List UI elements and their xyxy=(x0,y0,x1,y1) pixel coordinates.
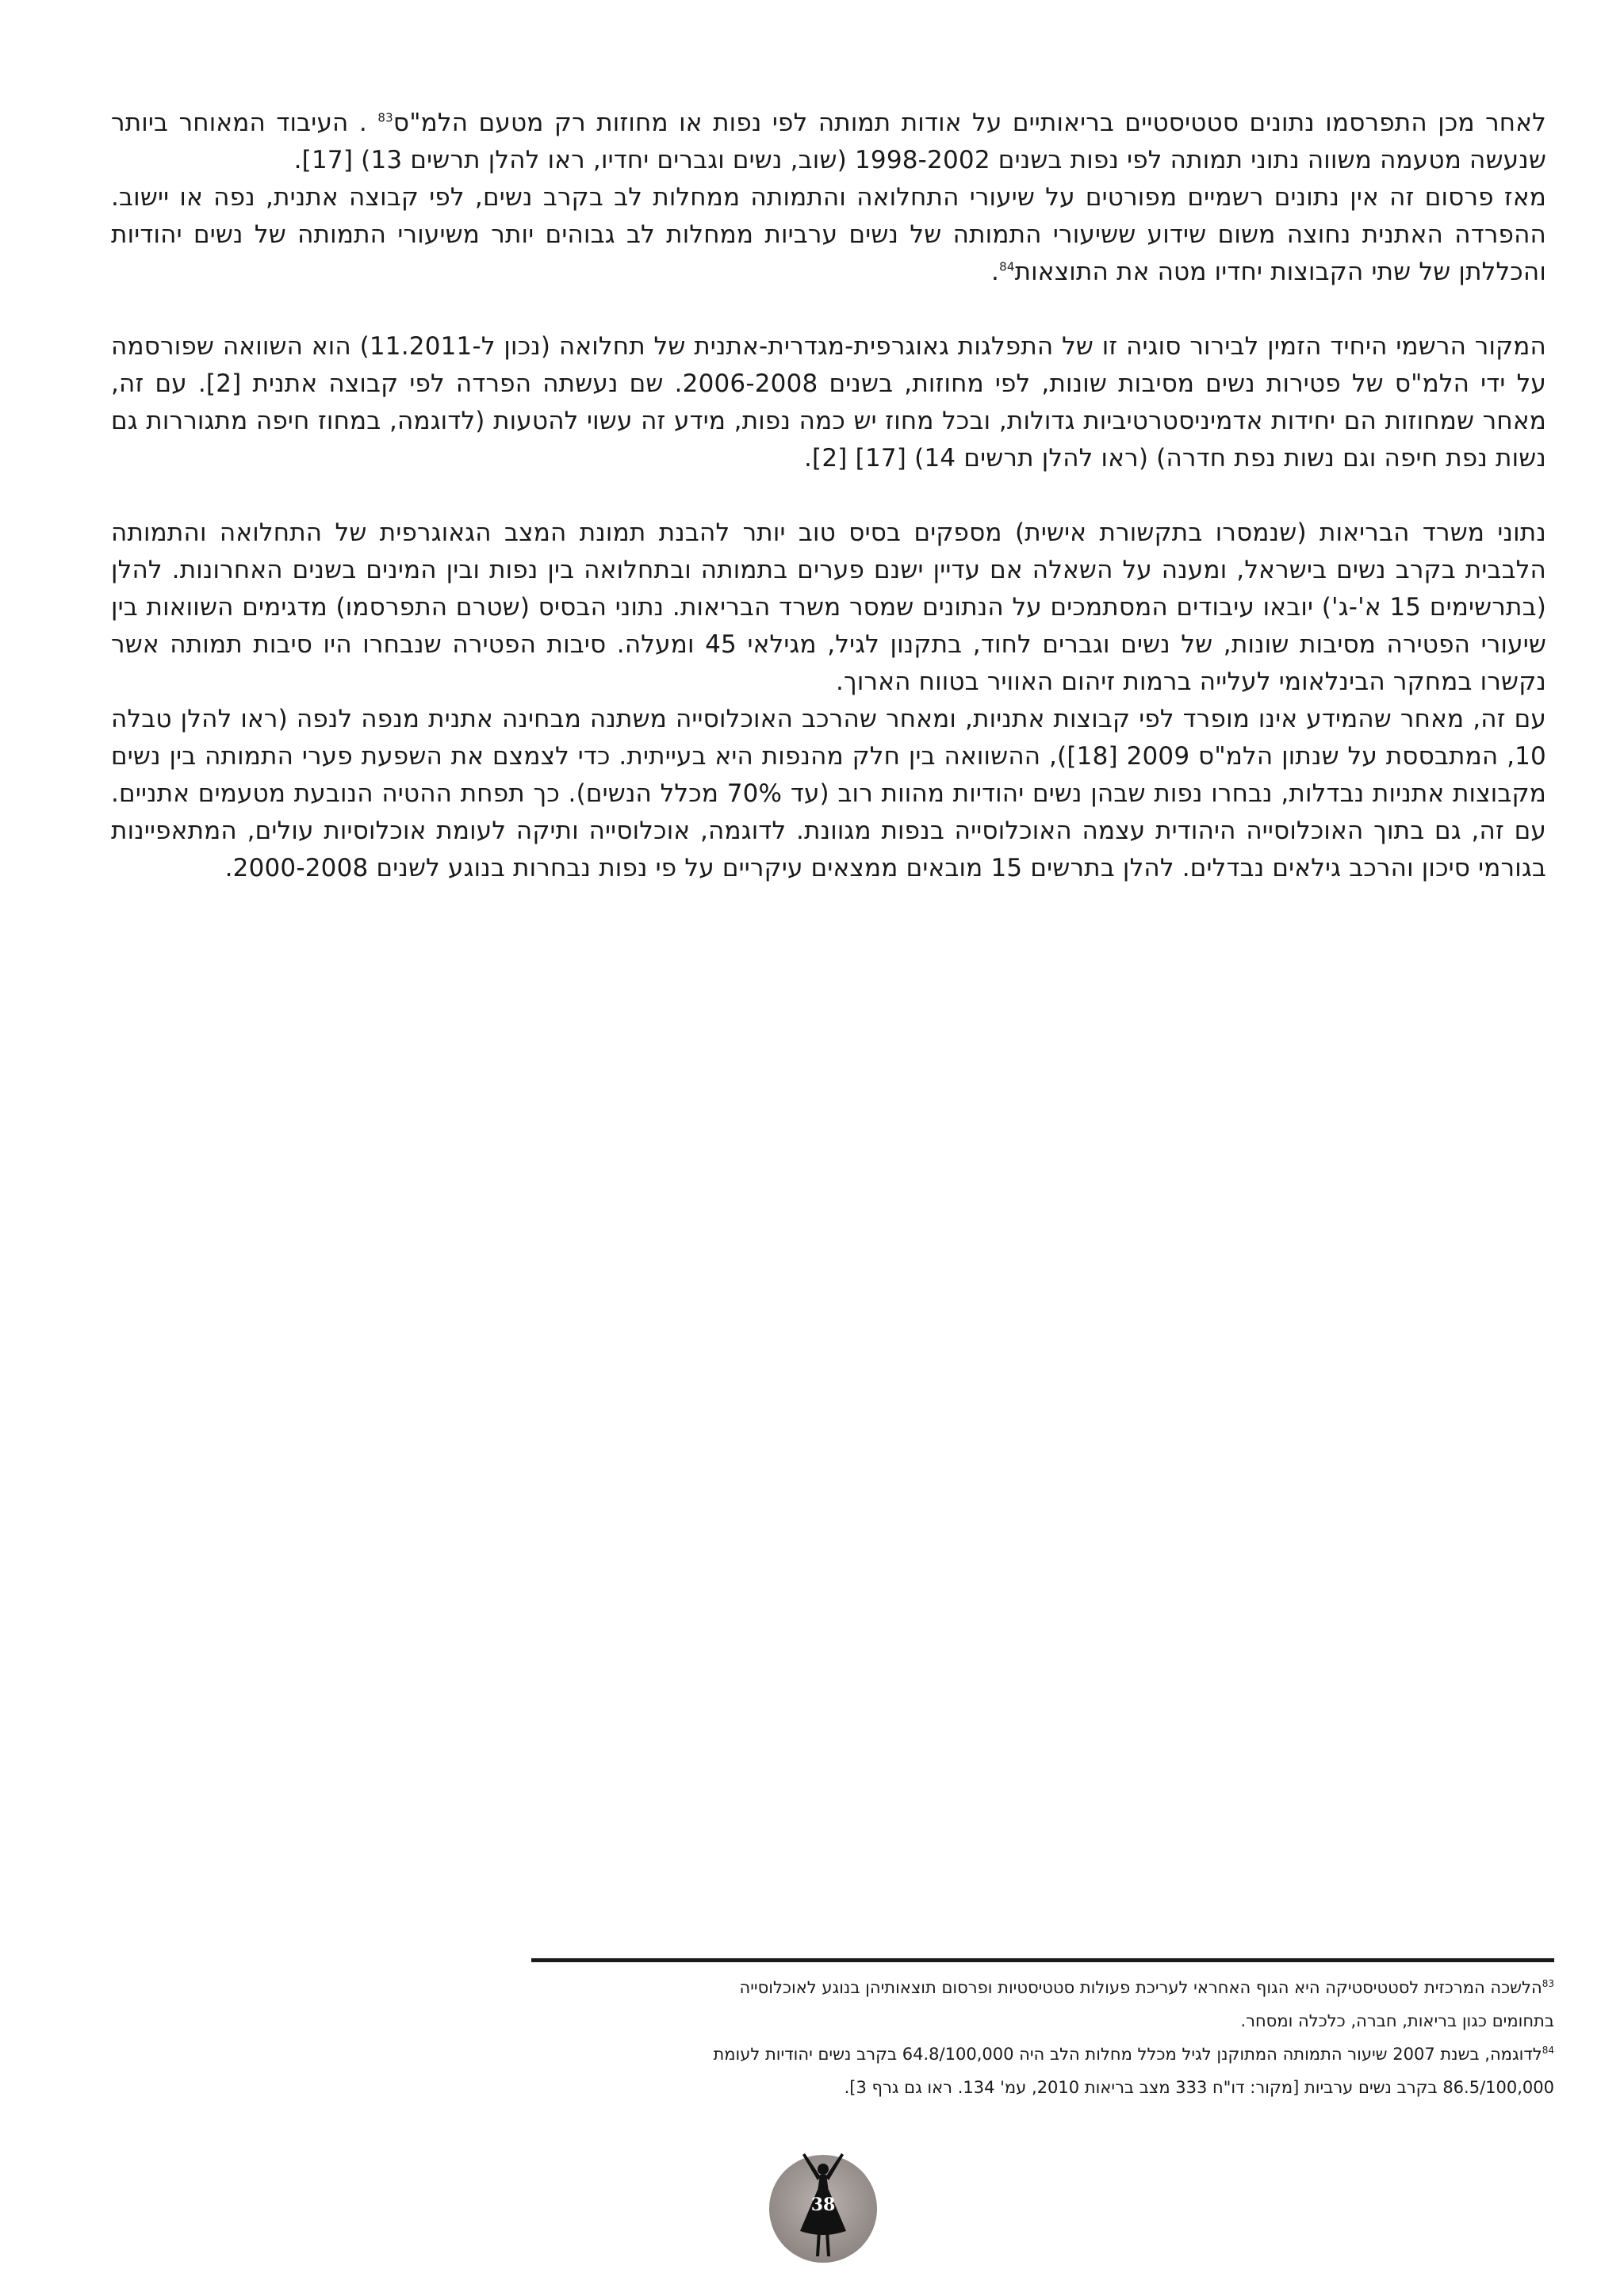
body-text xyxy=(111,105,1546,887)
paragraph-3: המקור הרשמי היחיד הזמין לבירור סוגיה זו של התפלגות גאוגרפית-מגדרית-אתנית של תחלואה (נכון ל-11.2011) הוא השוואה שפורסמה על ידי הלמ"ס של פטירות נשים מסיבות שונות, לפי מחוזות, בשנים 2006-2008. שם נעשתה הפרדה לפי קבוצה אתנית [2]. עם זה, מאחר שמחוזות הם יחידות אדמיניסטרטיביות גדולות, ובכל מחוז יש כמה נפות, מידע זה עשוי להטעות (לדוגמה, במחוז חיפה מתגוררות גם נשות נפת חיפה וגם נשות נפת חדרה) (ראו להלן תרשים 14) [17] [2]. xyxy=(111,332,1547,473)
footnote-83-line-2: בתחומים כגון בריאות, חברה, כלכלה ומסחר. xyxy=(1240,2011,1554,2030)
paragraph-1: לאחר מכן התפרסמו נתונים סטטיסטיים בריאותיים על אודות תמותה לפי נפות או מחוזות רק מטעם הלמ"ס$^{83}$ . העיבוד המאוחר ביותר שנעשה מטעמה משווה נתוני תמותה לפי נפות בשנים 1998-2002 (שוב, נשים וגברים יחדיו, ראו להלן תרשים 13) [17]. xyxy=(111,109,1546,174)
footnote-83-line-1: $^{83}$הלשכה המרכזית לסטטיסטיקה היא הגוף האחראי לעריכת פעולות סטטיסטיות ופרסום תוצאותיהן בנוגע לאוכלוסייה xyxy=(739,1978,1554,1997)
footnote-84-line-1: $^{84}$לדוגמה, בשנת 2007 שיעור התמותה המתוקנן לגיל מכלל מחלות הלב היה 64.8/100,000 בקרב נשים יהודיות לעומת xyxy=(713,2045,1554,2064)
page-number: 38 xyxy=(810,2195,836,2215)
paragraph-4: נתוני משרד הבריאות (שנמסרו בתקשורת אישית) מספקים בסיס טוב יותר להבנת תמונת המצב הגאוגרפית של התחלואה והתמותה הלבבית בקרב נשים בישראל, ומענה על השאלה אם עדיין ישנם פערים בתמותה ובתחלואה בין נפות ובין המינים בשנים האחרונות. להלן (בתרשימים 15 א'-ג') יובאו עיבודים המסתמכים על הנתונים שמסר משרד הבריאות. נתוני הבסיס (שטרם התפרסמו) מדגימים השוואות בין שיעורי הפטירה מסיבות שונות, של נשים וגברים לחוד, בתקנון לגיל, מגילאי 45 ומעלה. סיבות הפטירה שנבחרו היו סיבות תמותה אשר נקשרו במחקר הבינלאומי לעלייה ברמות זיהום האוויר בטווח הארוך. xyxy=(111,519,1546,696)
footnote-ref-84[interactable]: 84 xyxy=(999,259,1015,274)
page-number-badge xyxy=(764,2145,883,2264)
paragraph-2: מאז פרסום זה אין נתונים רשמיים מפורטים על שיעורי התחלואה והתמותה ממחלות לב בקרב נשים, לפי קבוצה אתנית, נפה או יישוב. ההפרדה האתנית נחוצה משום שידוע ששיעורי התמותה של נשים ערביות ממחלות לב גבוהים יותר משיעורי התמותה של נשים יהודיות והכללתן של שתי הקבוצות יחדיו מטה את התוצאות$^{84}$. xyxy=(111,183,1546,286)
footnote-divider xyxy=(531,1958,1554,1962)
footnotes xyxy=(444,1971,1554,2104)
footnote-84-line-2: 86.5/100,000 בקרב נשים ערביות [מקור: דו"ח 333 מצב בריאות 2010, עמ' 134. ראו גם גרף 3]. xyxy=(844,2078,1554,2097)
footnote-number-83: 83 xyxy=(1542,1978,1554,1989)
paragraph-5: עם זה, מאחר שהמידע אינו מופרד לפי קבוצות אתניות, ומאחר שהרכב האוכלוסייה משתנה מבחינה אתנית מנפה לנפה (ראו להלן טבלה 10, המתבססת על שנתון הלמ"ס 2009 [18]), ההשוואה בין חלק מהנפות היא בעייתית. כדי לצמצם את השפעת פערי התמותה בין נשים מקבוצות אתניות נבדלות, נבחרו נפות שבהן נשים יהודיות מהוות רוב (עד 70% מכלל הנשים). כך תפחת ההטיה הנובעת מטעמים אתניים. עם זה, גם בתוך האוכלוסייה היהודית עצמה האוכלוסייה בנפות מגוונת. לדוגמה, אוכלוסייה ותיקה לעומת אוכלוסיות עולים, המתאפיינות בגורמי סיכון והרכב גילאים נבדלים. להלן בתרשים 15 מובאים ממצאים עיקריים על פי נפות נבחרות בנוגע לשנים 2000-2008. xyxy=(111,705,1547,882)
footnote-number-84: 84 xyxy=(1542,2045,1554,2056)
footnote-ref-83[interactable]: 83 xyxy=(377,110,393,125)
